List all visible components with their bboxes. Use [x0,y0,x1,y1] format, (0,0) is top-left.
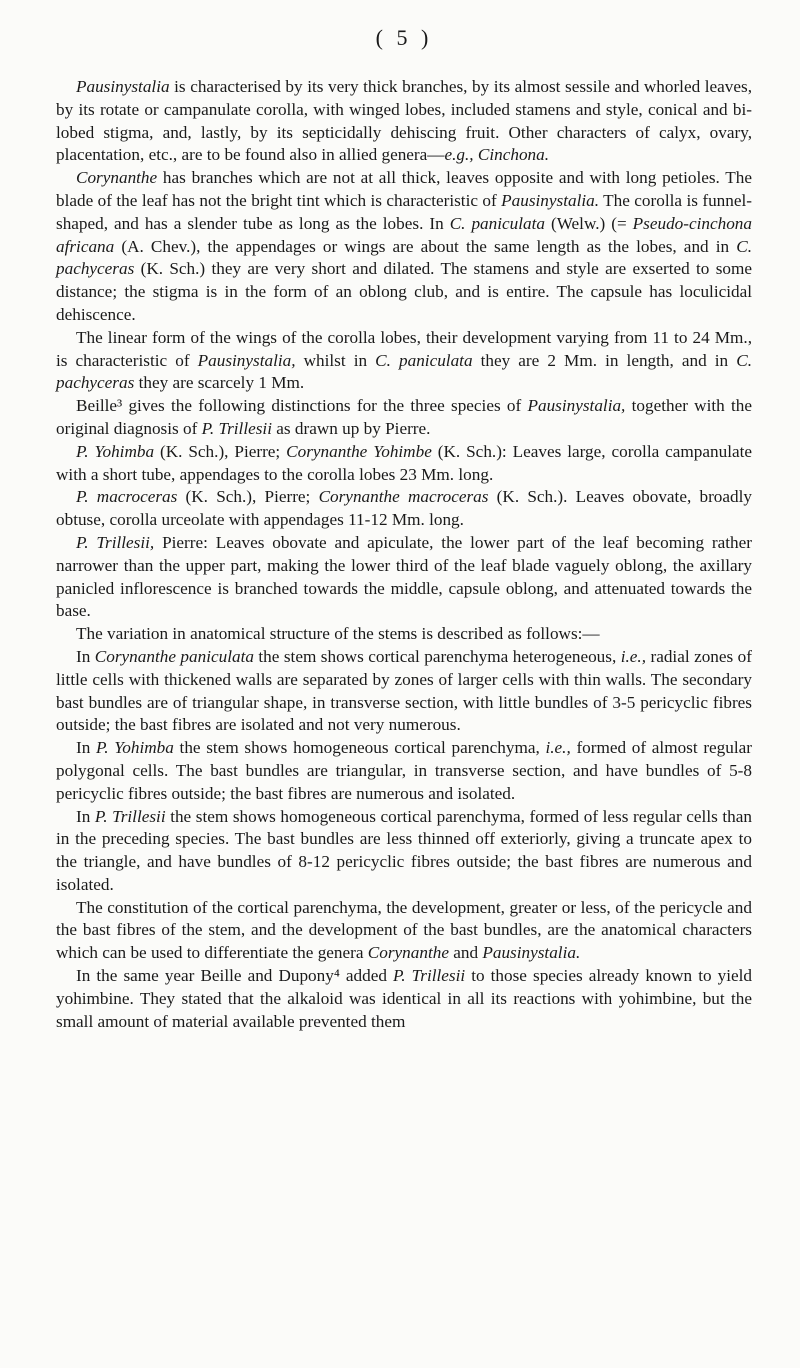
text-run: The constitution of the cortical parenchyma, the development, greater or less, of the pericycle and the bast fibres of the stem, and the development of the bast bundles, are the anatomical characters which can be used to differentiate the genera [56,897,752,963]
italic-text: Pausinystalia [76,77,170,96]
italic-text: P. Yohimba [96,738,174,758]
paragraph [56,965,752,1033]
paragraph [56,395,752,441]
text-run: Beille³ gives the following distinctions for the three species of [76,396,528,416]
text-run: (K. Sch.) they are very short and dilated. The stamens and style are exserted to some distance; the stigma is in the form of an oblong club, and is entire. The capsule has loculicidal dehiscence. [56,259,752,324]
text-run: to those species already known to yield yohimbine. They stated that the alkaloid was identical in all its reactions with yohimbine, but the small amount of material available prevented them [56,966,752,1031]
paragraph [56,486,752,532]
text-run: they are scarcely 1 Mm. [134,373,305,393]
italic-text: P. Trillesii [393,966,466,986]
text-run: (K. Sch.), Pierre; [177,487,319,507]
text-run: the stem shows homogeneous cortical parenchyma, [173,738,546,758]
italic-text: P. Trillesii [201,418,272,438]
text-run: the stem shows cortical parenchyma heterogeneous, [253,646,621,666]
paragraph [56,76,752,167]
paragraph [56,897,752,965]
italic-text: Pausinystalia. [501,190,600,210]
page-number: ( 5 ) [375,25,433,50]
italic-text: C. pachyceras [56,350,753,393]
text-run: The variation in anatomical structure of the stems is described as follows:— [76,624,600,644]
text-run: they are 2 Mm. in length, and in [472,350,737,370]
italic-text: Pausinystalia, [197,350,296,370]
italic-text: Pseudo-cinchona africana [56,213,752,256]
text-run: (K. Sch.), Pierre; [154,441,287,461]
text-run: and [448,943,483,963]
italic-text: i.e., [620,646,647,666]
italic-text: C. paniculata [449,213,545,233]
paragraph [56,441,752,487]
text-run: (K. Sch.): Leaves large, corolla campanulate with a short tube, appendages to the corolla lobes 23 Mm. long. [56,441,753,484]
italic-text: P. Yohimba [76,441,155,461]
paragraph [56,167,752,327]
italic-text: Corynanthe macroceras [318,487,489,507]
text-run: (Welw.) (= [544,213,633,233]
paragraph [56,646,752,737]
italic-text: P. macroceras [76,487,178,507]
italic-text: e.g., Cinchona. [444,145,550,165]
paragraph [56,806,752,897]
text-run: together with the original diagnosis of [56,396,752,438]
text-run: In [76,646,95,666]
text-run: formed of almost regular polygonal cells. The bast bundles are triangular, in transverse section, and have bundles of 5-8 pericyclic fibres outside; the bast fibres are numerous and isolated. [56,738,752,803]
text-run: The corolla is funnel-shaped, and has a slender tube as long as the lobes. In [56,190,752,233]
text-run: The linear form of the wings of the corolla lobes, their development varying from 11 to 24 Mm., is characteristic of [56,327,752,370]
italic-text: Corynanthe [367,943,449,963]
paragraph [56,327,752,395]
italic-text: Pausinystalia. [482,943,581,963]
italic-text: Corynanthe [76,168,158,188]
paragraph [56,532,752,623]
text-run: has branches which are not at all thick, leaves opposite and with long petioles. The blade of the leaf has not the bright tint which is characteristic of [56,168,752,210]
text-run: Pierre: Leaves obovate and apiculate, the lower part of the leaf becoming rather narrower than the upper part, making the lower third of the leaf blade vaguely oblong, the axillary panicled inflorescence is branched towards the middle, capsule oblong, and attenuated towards the base. [56,532,752,621]
italic-text: Corynanthe paniculata [94,646,254,666]
text-run: whilst in [295,350,376,370]
text-run: the stem shows homogeneous cortical parenchyma, formed of less regular cells than in the preceding species. The bast bundles are less thinned off exteriorly, giving a truncate apex to the triangle, and have bundles of 8-12 pericyclic fibres outside; the bast fibres are numerous and isolated. [56,806,752,894]
italic-text: P. Trillesii, [76,532,155,552]
body-text [56,76,752,1033]
italic-text: C. paniculata [375,350,473,370]
paragraph [56,623,752,646]
italic-text: P. Trillesii [94,806,166,826]
text-run: radial zones of little cells with thickened walls are separated by zones of larger cells with thin walls. The secondary bast bundles are of triangular shape, in transverse section, with little bundles of 3-5 pericyclic fibres outside; the bast fibres are isolated and not very numerous. [56,646,752,735]
text-run: is characterised by its very thick branches, by its almost sessile and whorled leaves, by its rotate or campanulate corolla, with winged lobes, included stamens and style, conical and bi-lobed stigma, and, lastly, by its septicidally dehiscing fruit. Other characters of calyx, ovary, placentation, etc., are to be found also in allied genera— [56,77,752,165]
italic-text: Corynanthe Yohimbe [286,441,432,461]
text-run: (K. Sch.). Leaves obovate, broadly obtuse, corolla urceolate with appendages 11-12 Mm. long. [56,487,752,530]
italic-text: C. pachyceras [56,236,752,279]
text-run: In [76,738,97,758]
text-run: In the same year Beille and Dupony⁴ added [76,966,394,986]
italic-text: i.e., [545,738,571,758]
paragraph [56,737,752,805]
italic-text: Pausinystalia, [527,396,626,416]
text-run: as drawn up by Pierre. [271,418,431,438]
text-run: (A. Chev.), the appendages or wings are about the same length as the lobes, and in [114,236,737,256]
text-run: In [76,806,95,826]
